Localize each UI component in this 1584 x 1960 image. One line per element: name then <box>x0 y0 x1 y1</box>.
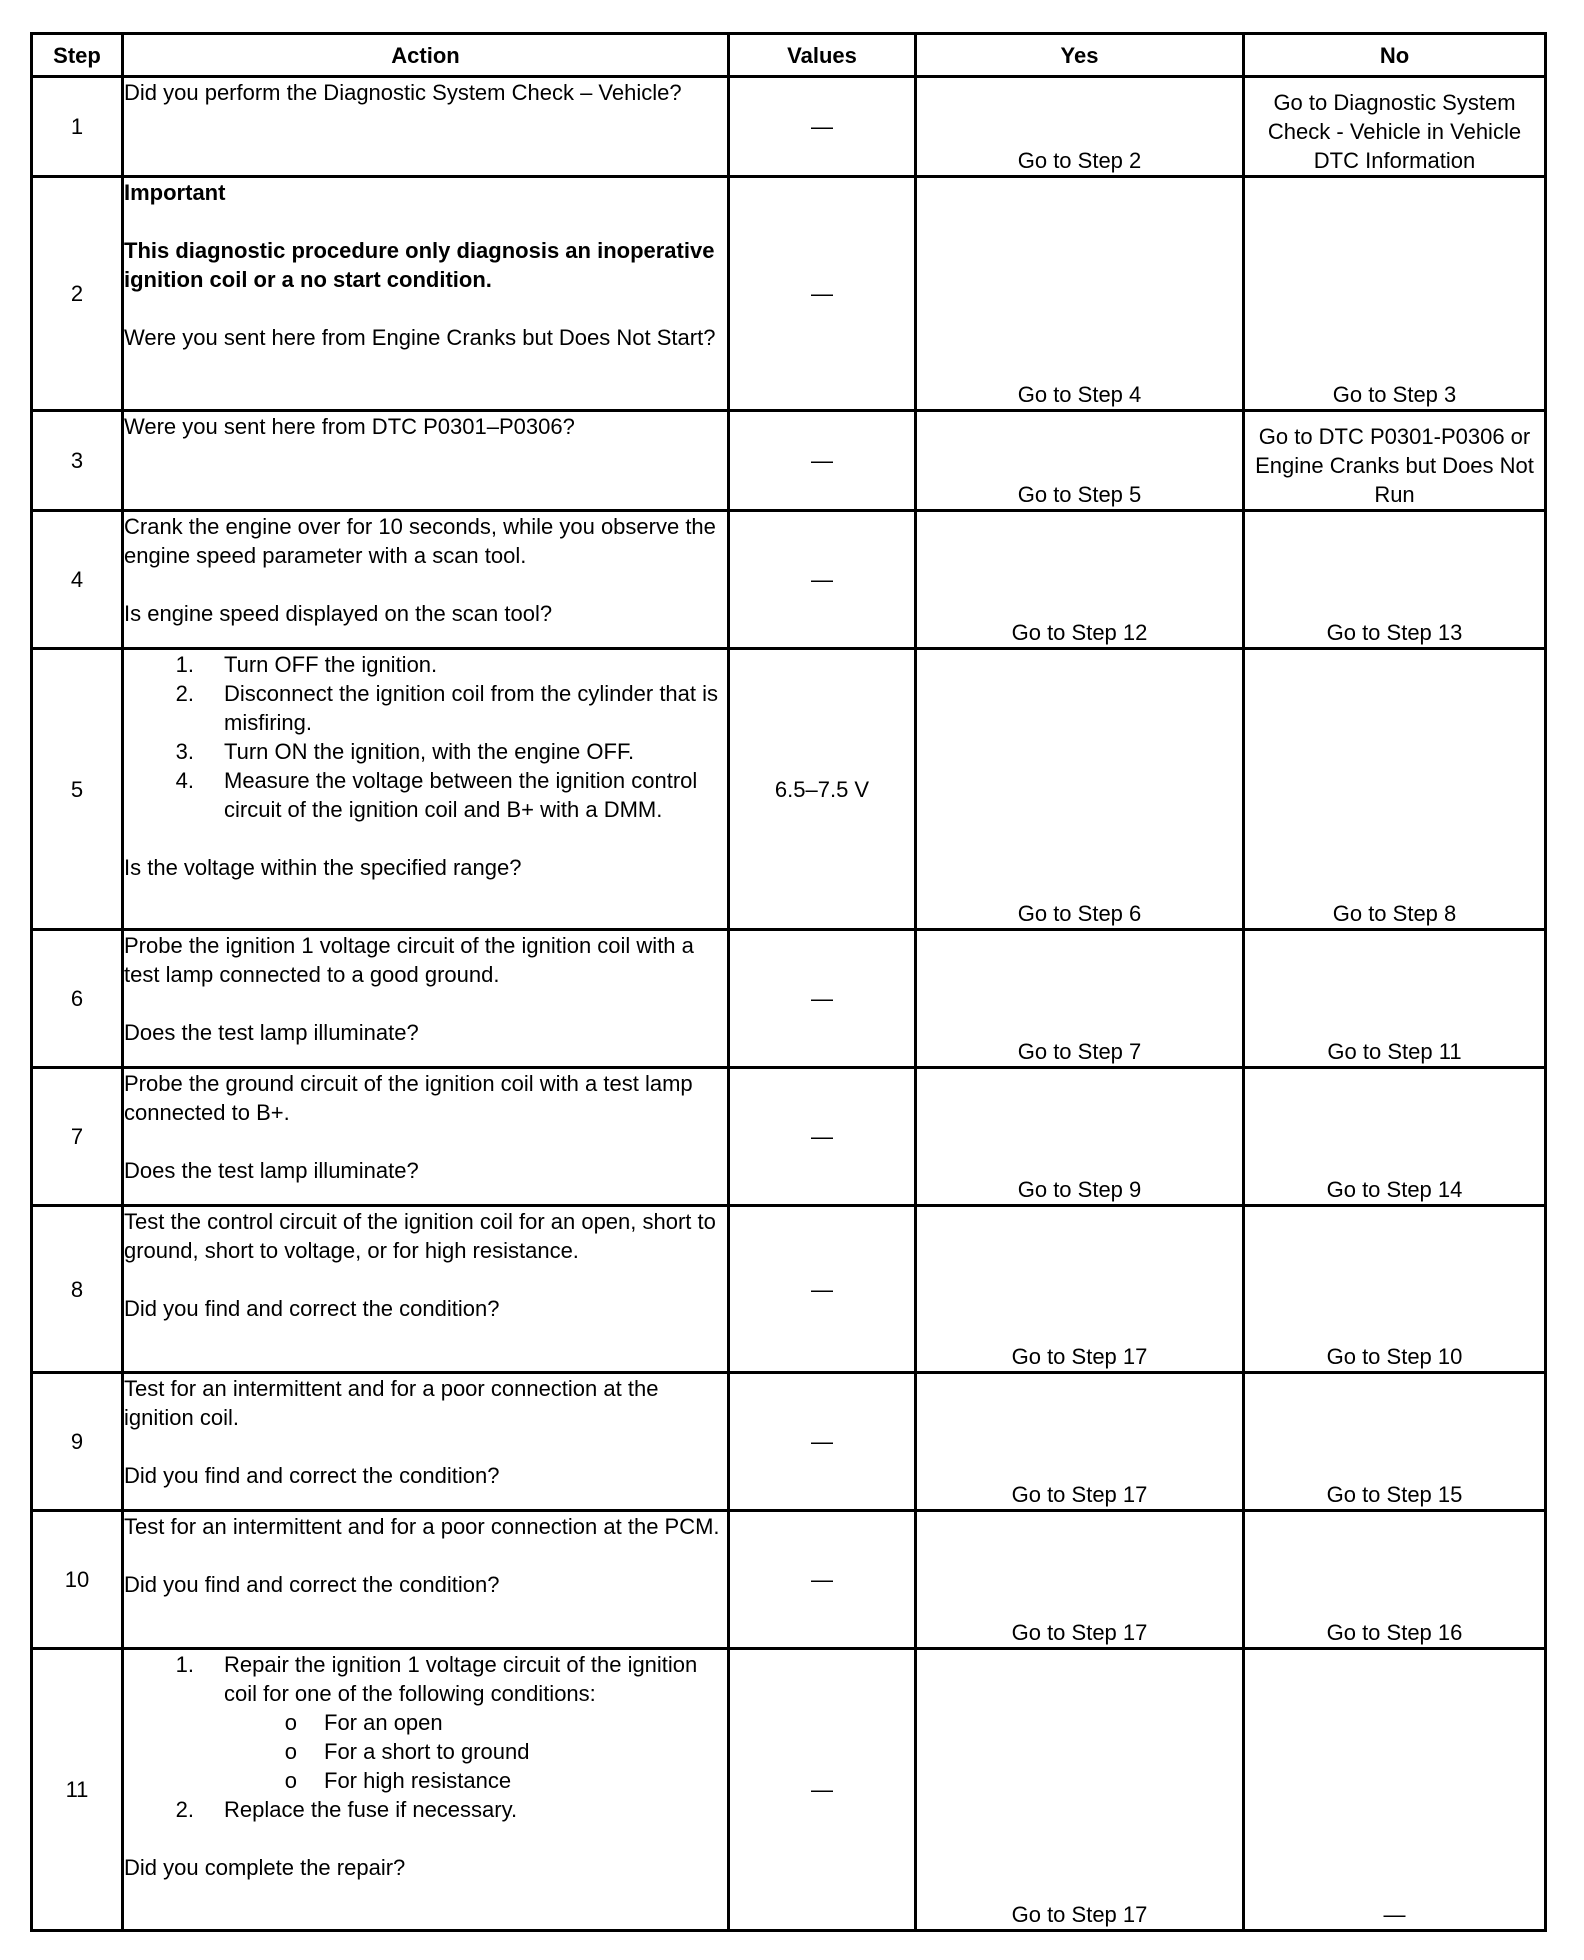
no-cell: Go to Step 3 <box>1244 177 1546 411</box>
bullet: o <box>284 1710 297 1735</box>
action-text: Crank the engine over for 10 seconds, while you observe the engine speed parameter with a scan tool. <box>124 514 716 568</box>
header-row <box>32 34 1546 77</box>
step-number: 11 <box>32 1649 123 1931</box>
yes-cell: Go to Step 9 <box>916 1068 1244 1206</box>
question-text: Did you find and correct the condition? <box>124 1463 500 1488</box>
instruction-list <box>124 650 727 824</box>
action-text: Probe the ignition 1 voltage circuit of the ignition coil with a test lamp connected to a good ground. <box>124 933 694 987</box>
list-number: 2. <box>175 1797 194 1822</box>
step-number: 4 <box>32 511 123 649</box>
value-cell: — <box>729 1206 916 1373</box>
list-number: 1. <box>175 652 194 677</box>
no-cell: Go to Step 10 <box>1244 1206 1546 1373</box>
table-row <box>32 1511 1546 1649</box>
action-text: Were you sent here from DTC P0301–P0306? <box>124 414 575 439</box>
action-text: Probe the ground circuit of the ignition coil with a test lamp connected to B+. <box>124 1071 693 1125</box>
action-cell <box>123 649 729 930</box>
no-cell: Go to Step 13 <box>1244 511 1546 649</box>
question-text: Does the test lamp illuminate? <box>124 1020 419 1045</box>
action-cell <box>123 1649 729 1931</box>
value-cell: 6.5–7.5 V <box>729 649 916 930</box>
table-row <box>32 649 1546 930</box>
list-item <box>224 1737 727 1766</box>
action-cell <box>123 77 729 177</box>
header-step: Step <box>32 34 123 77</box>
header-no: No <box>1244 34 1546 77</box>
step-number: 5 <box>32 649 123 930</box>
list-item <box>124 1795 727 1824</box>
table-row <box>32 77 1546 177</box>
action-cell <box>123 177 729 411</box>
list-item <box>224 1766 727 1795</box>
no-cell: Go to Step 16 <box>1244 1511 1546 1649</box>
table-row <box>32 930 1546 1068</box>
yes-cell: Go to Step 7 <box>916 930 1244 1068</box>
yes-cell: Go to Step 6 <box>916 649 1244 930</box>
value-cell: — <box>729 177 916 411</box>
action-cell <box>123 930 729 1068</box>
header-action: Action <box>123 34 729 77</box>
no-cell: — <box>1244 1649 1546 1931</box>
yes-cell: Go to Step 2 <box>916 77 1244 177</box>
step-number: 8 <box>32 1206 123 1373</box>
table-row <box>32 1068 1546 1206</box>
table-row <box>32 411 1546 511</box>
list-number: 1. <box>175 1652 194 1677</box>
no-cell: Go to DTC P0301-P0306 or Engine Cranks but Does Not Run <box>1244 411 1546 511</box>
yes-cell: Go to Step 12 <box>916 511 1244 649</box>
action-text: Test for an intermittent and for a poor connection at the ignition coil. <box>124 1376 659 1430</box>
no-cell: Go to Step 14 <box>1244 1068 1546 1206</box>
list-item <box>124 766 727 824</box>
question-text: Did you find and correct the condition? <box>124 1572 500 1597</box>
yes-cell: Go to Step 17 <box>916 1206 1244 1373</box>
action-text: Did you perform the Diagnostic System Check – Vehicle? <box>124 80 682 105</box>
step-number: 9 <box>32 1373 123 1511</box>
action-cell <box>123 1206 729 1373</box>
list-item <box>124 650 727 679</box>
value-cell: — <box>729 411 916 511</box>
list-item <box>124 679 727 737</box>
question-text: Is the voltage within the specified range? <box>124 855 522 880</box>
action-cell <box>123 1373 729 1511</box>
question-text: Does the test lamp illuminate? <box>124 1158 419 1183</box>
list-text: Turn ON the ignition, with the engine OFF. <box>224 739 635 764</box>
yes-cell: Go to Step 17 <box>916 1373 1244 1511</box>
list-text: Turn OFF the ignition. <box>224 652 438 677</box>
important-text: This diagnostic procedure only diagnosis an inoperative ignition coil or a no start condition. <box>124 238 715 292</box>
instruction-list <box>124 1795 727 1824</box>
no-cell: Go to Step 11 <box>1244 930 1546 1068</box>
value-cell: — <box>729 1649 916 1931</box>
table-row <box>32 1649 1546 1931</box>
question-text: Did you find and correct the condition? <box>124 1296 500 1321</box>
list-text: For an open <box>324 1710 443 1735</box>
list-text: For a short to ground <box>324 1739 530 1764</box>
list-number: 4. <box>175 768 194 793</box>
diagnostic-table <box>30 32 1547 1932</box>
action-cell <box>123 1511 729 1649</box>
yes-cell: Go to Step 17 <box>916 1649 1244 1931</box>
value-cell: — <box>729 930 916 1068</box>
yes-cell: Go to Step 17 <box>916 1511 1244 1649</box>
step-number: 6 <box>32 930 123 1068</box>
step-number: 3 <box>32 411 123 511</box>
action-text: Test for an intermittent and for a poor connection at the PCM. <box>124 1514 720 1539</box>
bullet: o <box>284 1739 297 1764</box>
action-cell <box>123 1068 729 1206</box>
value-cell: — <box>729 1373 916 1511</box>
value-cell: — <box>729 77 916 177</box>
list-text: Replace the fuse if necessary. <box>224 1797 518 1822</box>
step-number: 10 <box>32 1511 123 1649</box>
value-cell: — <box>729 1511 916 1649</box>
question-text: Is engine speed displayed on the scan tool? <box>124 601 553 626</box>
table-row <box>32 511 1546 649</box>
value-cell: — <box>729 511 916 649</box>
instruction-list <box>124 1650 727 1708</box>
table-row <box>32 1206 1546 1373</box>
header-yes: Yes <box>916 34 1244 77</box>
yes-cell: Go to Step 4 <box>916 177 1244 411</box>
list-item <box>124 1650 727 1708</box>
action-cell <box>123 411 729 511</box>
list-text: Repair the ignition 1 voltage circuit of the ignition coil for one of the following conditions: <box>224 1652 698 1706</box>
no-cell: Go to Step 15 <box>1244 1373 1546 1511</box>
question-text: Did you complete the repair? <box>124 1855 406 1880</box>
list-text: For high resistance <box>324 1768 512 1793</box>
list-item <box>124 737 727 766</box>
step-number: 2 <box>32 177 123 411</box>
list-item <box>224 1708 727 1737</box>
condition-list <box>124 1708 727 1795</box>
no-cell: Go to Diagnostic System Check - Vehicle in Vehicle DTC Information <box>1244 77 1546 177</box>
list-text: Measure the voltage between the ignition control circuit of the ignition coil and B+ with a DMM. <box>224 768 698 822</box>
value-cell: — <box>729 1068 916 1206</box>
yes-cell: Go to Step 5 <box>916 411 1244 511</box>
table-row <box>32 1373 1546 1511</box>
list-text: Disconnect the ignition coil from the cylinder that is misfiring. <box>224 681 719 735</box>
list-number: 3. <box>175 739 194 764</box>
bullet: o <box>284 1768 297 1793</box>
question-text: Were you sent here from Engine Cranks but Does Not Start? <box>124 325 716 350</box>
list-number: 2. <box>175 681 194 706</box>
action-text: Test the control circuit of the ignition coil for an open, short to ground, short to voltage, or for high resistance. <box>124 1209 716 1263</box>
header-values: Values <box>729 34 916 77</box>
table-row <box>32 177 1546 411</box>
no-cell: Go to Step 8 <box>1244 649 1546 930</box>
step-number: 7 <box>32 1068 123 1206</box>
step-number: 1 <box>32 77 123 177</box>
important-label: Important <box>124 180 226 205</box>
action-cell <box>123 511 729 649</box>
